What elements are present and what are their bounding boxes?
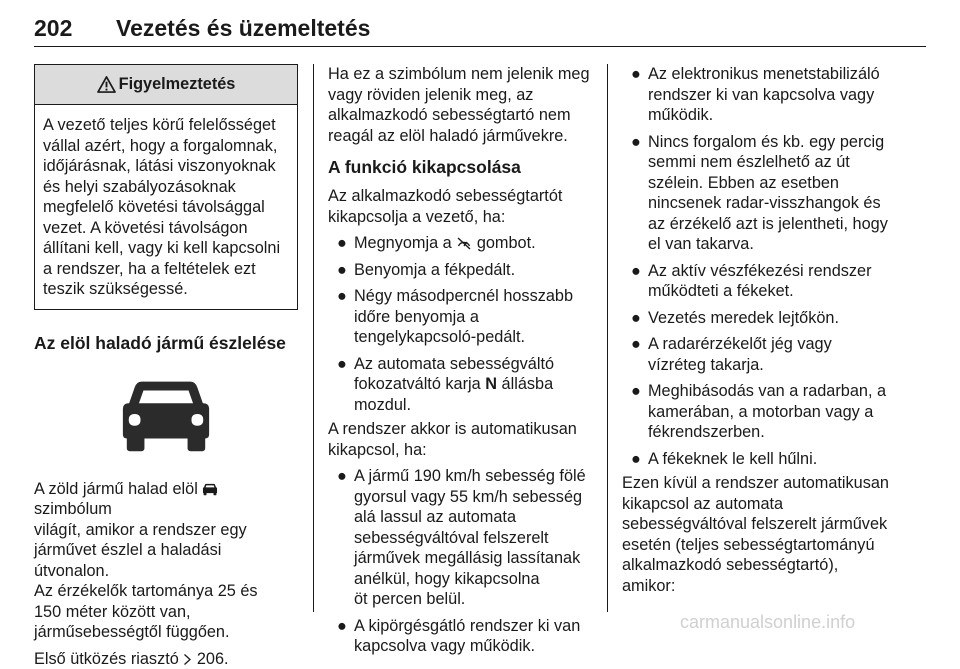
text-run: tengelykapcsoló-pedált.	[354, 328, 525, 346]
column-1	[34, 64, 298, 669]
section-heading-vehicle-ahead: Az elöl haladó jármű észlelése	[34, 332, 298, 354]
gear-position-label: N	[485, 375, 497, 393]
additional-deactivation-paragraph	[622, 473, 890, 596]
bullet-icon: ●	[631, 132, 641, 153]
text-run: Meghibásodás van a radarban, a	[648, 382, 886, 400]
column-divider-2	[607, 64, 608, 612]
bullet-icon: ●	[631, 381, 641, 402]
car-symbol-icon	[202, 482, 218, 496]
vehicle-ahead-figure	[34, 368, 298, 458]
text-run: világít, amikor a rendszer egy	[34, 521, 247, 539]
text-run: Négy másodpercnél hosszabb	[354, 287, 573, 305]
text-run: Nincs forgalom és kb. egy percig	[648, 133, 884, 151]
text-run: mozdul.	[354, 396, 411, 414]
text-run: járművet észlel a haladási útvonalon.	[34, 541, 221, 580]
bullet-icon: ●	[631, 334, 641, 355]
column-2	[328, 64, 598, 657]
warning-line: teszik szükségessé.	[43, 279, 289, 300]
warning-line: A vezető teljes körű felelősséget	[43, 115, 289, 136]
text-run: Megnyomja a	[354, 234, 452, 252]
text-run: Vezetés meredek lejtőkön.	[648, 309, 839, 327]
text-run: működik.	[648, 106, 713, 124]
warning-box	[34, 64, 298, 310]
text-run: kikapcsol az automata	[622, 495, 783, 513]
bullet-icon: ●	[337, 260, 347, 281]
text-run: amikor:	[622, 577, 675, 595]
bullet-icon: ●	[337, 466, 347, 487]
text-run: sebességváltóval felszerelt	[354, 529, 549, 547]
text-run: Az elektronikus menetstabilizáló	[648, 65, 880, 83]
driver-deactivation-paragraph	[328, 186, 598, 227]
auto-deactivation-paragraph	[328, 419, 598, 460]
list-item	[328, 616, 598, 657]
text-run: el van takarva.	[648, 235, 754, 253]
page-reference-link[interactable]: 206.	[197, 650, 229, 668]
bullet-icon: ●	[631, 308, 641, 329]
cruise-cancel-icon	[456, 236, 472, 250]
text-run: kapcsolva vagy működik.	[354, 637, 535, 655]
text-run: az érzékelő azt is jelentheti, hogy	[648, 215, 888, 233]
bullet-icon: ●	[337, 616, 347, 637]
bullet-icon: ●	[631, 261, 641, 282]
warning-line: a rendszer, ha a feltételek ezt	[43, 259, 289, 280]
text-run: vízréteg takarja.	[648, 356, 764, 374]
text-run: öt percen belül.	[354, 590, 465, 608]
text-run: semmi nem észlelhető az út	[648, 153, 850, 171]
warning-body	[35, 105, 297, 309]
list-item	[622, 381, 890, 443]
list-item	[328, 233, 598, 254]
text-run: anélkül, hogy kikapcsolna	[354, 570, 540, 588]
section-heading-deactivation: A funkció kikapcsolása	[328, 156, 598, 178]
warning-line: vezet. A követési távolságon	[43, 218, 289, 239]
text-run: Az aktív vészfékezési rendszer	[648, 262, 872, 280]
list-item	[622, 64, 890, 126]
text-run: állásba	[502, 375, 554, 393]
text-run: nincsenek radar-visszhangok és	[648, 194, 881, 212]
text-run: rendszer ki van kapcsolva vagy	[648, 86, 874, 104]
text-run: fokozatváltó karja	[354, 375, 481, 393]
page-title: Vezetés és üzemeltetés	[116, 15, 370, 42]
text-run: A kipörgésgátló rendszer ki van	[354, 617, 580, 635]
text-run: szélein. Ebben az esetben	[648, 174, 839, 192]
page-header	[34, 12, 926, 47]
watermark: carmanualsonline.info	[680, 612, 855, 633]
vehicle-ahead-icon	[117, 373, 215, 453]
text-run: Ha ez a szimbólum nem jelenik meg	[328, 65, 590, 83]
column-divider-1	[313, 64, 314, 612]
column-3	[622, 64, 890, 596]
list-item	[328, 466, 598, 610]
text-run: gyorsul vagy 55 km/h sebesség	[354, 488, 582, 506]
text-run: A jármű 190 km/h sebesség fölé	[354, 467, 586, 485]
text-run: járművek megállásig lassítanak	[354, 549, 580, 567]
warning-line: időjárásnak, látási viszonyoknak	[43, 156, 289, 177]
text-run: Első ütközés riasztó	[34, 650, 179, 668]
text-run: gombot.	[477, 234, 536, 252]
text-run: alkalmazkodó sebességtartó),	[622, 556, 838, 574]
text-run: A fékeknek le kell hűlni.	[648, 450, 817, 468]
bullet-icon: ●	[631, 449, 641, 470]
text-run: vagy röviden jelenik meg, az	[328, 86, 533, 104]
bullet-icon: ●	[337, 233, 347, 254]
warning-title: Figyelmeztetés	[119, 74, 236, 95]
warning-line: vállal azért, hogy a forgalomnak,	[43, 136, 289, 157]
list-item	[622, 308, 890, 329]
warning-line: és helyi szabályozásoknak	[43, 177, 289, 198]
text-run: A zöld jármű halad elöl	[34, 480, 198, 498]
text-run: A radarérzékelőt jég vagy	[648, 335, 832, 353]
list-item	[328, 286, 598, 348]
text-run: alá lassul az automata	[354, 508, 516, 526]
list-item	[328, 260, 598, 281]
text-run: működteti a fékeket.	[648, 282, 794, 300]
list-item	[622, 261, 890, 302]
text-run: Az automata sebességváltó	[354, 355, 554, 373]
text-run: Benyomja a fékpedált.	[354, 261, 515, 279]
text-run: szimbólum	[34, 500, 112, 518]
collision-alert-reference	[34, 649, 298, 669]
list-item	[328, 354, 598, 416]
text-run: kamerában, a motorban vagy a	[648, 403, 873, 421]
warning-line: állítani kell, vagy ki kell kapcsolni	[43, 238, 289, 259]
text-run: kikapcsolja a vezető, ha:	[328, 208, 505, 226]
warning-header	[35, 65, 297, 105]
text-run: esetén (teljes sebességtartományú	[622, 536, 875, 554]
text-run: járműsebességtől függően.	[34, 623, 230, 641]
bullet-icon: ●	[631, 64, 641, 85]
text-run: kikapcsol, ha:	[328, 441, 427, 459]
list-item	[622, 334, 890, 375]
text-run: A rendszer akkor is automatikusan	[328, 420, 577, 438]
text-run: reagál az elöl haladó járművekre.	[328, 127, 568, 145]
text-run: időre benyomja a	[354, 308, 479, 326]
bullet-icon: ●	[337, 286, 347, 307]
bullet-icon: ●	[337, 354, 347, 375]
symbol-missing-paragraph	[328, 64, 598, 146]
page-number: 202	[34, 15, 72, 42]
text-run: sebességváltóval felszerelt járművek	[622, 515, 887, 533]
text-run: Ezen kívül a rendszer automatikusan	[622, 474, 889, 492]
list-item	[622, 132, 890, 255]
text-run: 150 méter között van,	[34, 603, 191, 621]
warning-triangle-icon	[97, 76, 116, 93]
list-item	[622, 449, 890, 470]
text-run: alkalmazkodó sebességtartó nem	[328, 106, 571, 124]
page-ref-arrow-icon	[183, 653, 192, 666]
vehicle-ahead-paragraph	[34, 479, 298, 643]
text-run: Az érzékelők tartománya 25 és	[34, 582, 258, 600]
warning-line: megfelelő követési távolsággal	[43, 197, 289, 218]
text-run: fékrendszerben.	[648, 423, 765, 441]
text-run: Az alkalmazkodó sebességtartót	[328, 187, 562, 205]
